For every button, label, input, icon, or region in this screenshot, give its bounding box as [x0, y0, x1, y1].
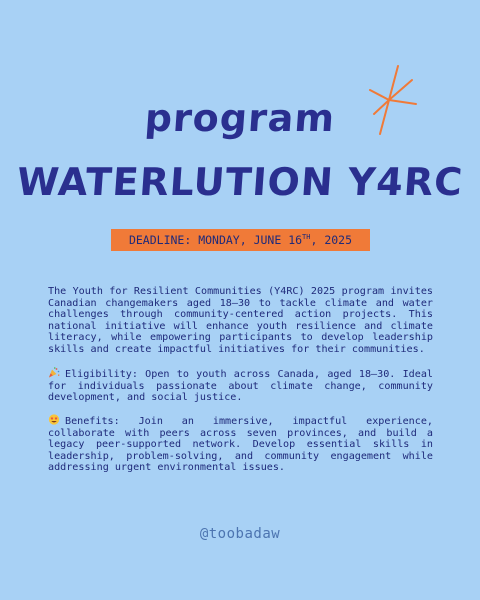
page-title: WATERLUTION Y4RC — [15, 160, 465, 204]
deadline-text: DEADLINE: MONDAY, JUNE 16 — [128, 233, 303, 247]
benefits-paragraph — [48, 414, 433, 474]
eligibility-text: Eligibility: Open to youth across Canada, aged 18–30. Ideal for individuals passionate about climate change, community development, and social justice. — [48, 369, 433, 404]
intro-paragraph: The Youth for Resilient Communities (Y4RC) 2025 program invites Canadian changemakers aged 18–30 to tackle climate and water challenges through community-centered action projects. This national initiative will enhance youth resilience and climate literacy, while empowering participants to develop leadership skills and create impactful initiatives for their communities. — [48, 286, 433, 355]
program-label: program — [143, 96, 337, 140]
deadline-superscript: TH — [302, 233, 311, 241]
deadline-year: , 2025 — [310, 233, 353, 247]
social-handle: @toobadaw — [199, 526, 281, 542]
confetti-icon — [48, 367, 60, 378]
benefits-text: Benefits: Join an immersive, impactful experience, collaborate with peers across seven provinces, and build a legacy peer-supported network. Develop essential skills in leadership, problem-solving, and community engagement while addressing urgent environmental issues. — [48, 416, 433, 474]
star-struck-icon — [48, 414, 60, 425]
eligibility-paragraph — [48, 367, 433, 404]
deadline-badge — [111, 229, 370, 251]
